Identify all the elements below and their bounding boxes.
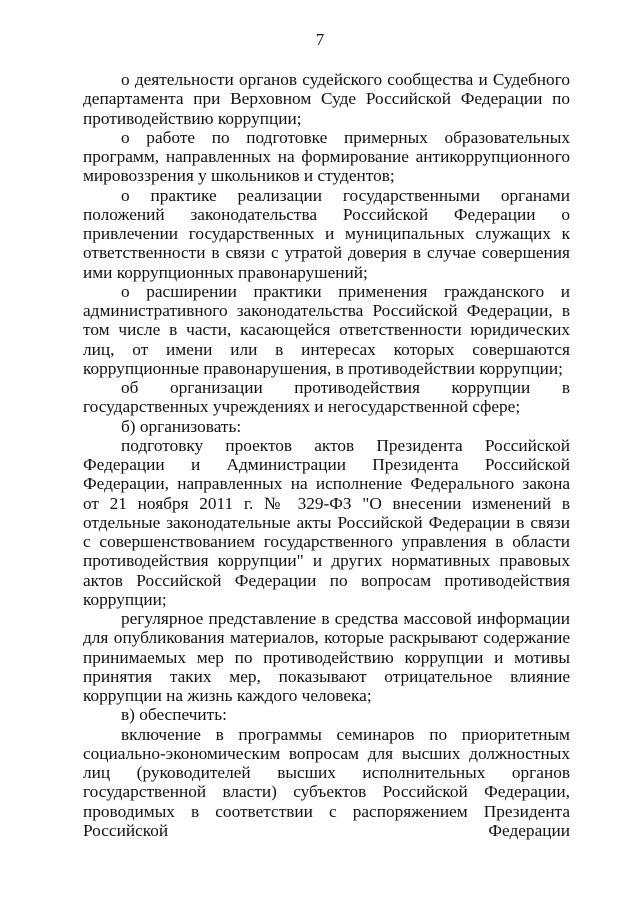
paragraph-draft-acts: подготовку проектов актов Президента Российской Федерации и Администрации Президента Российской Федерации, направленных на исполнение Федерального закона от 21 ноября 2011 г. № 329-ФЗ "О внесении изменений в отдельные законодательные акты Российской Федерации в связи с совершенствованием государственного управления в области противодействия коррупции" и других нормативных правовых актов Российской Федерации по вопросам противодействия коррупции; — [83, 435, 570, 609]
paragraph-heading-organize: б) организовать: — [121, 416, 242, 436]
paragraph-judicial-community: о деятельности органов судейского сообщества и Судебного департамента при Верховном Суде Российской Федерации по противодействию коррупции; — [83, 70, 570, 128]
paragraph-educational-programs: о работе по подготовке примерных образовательных программ, направленных на формирование антикоррупционного мировоззрения у школьников и студентов; — [83, 127, 570, 186]
paragraph-seminar-programs: включение в программы семинаров по приоритетным социально-экономическим вопросам для высших должностных лиц (руководителей высших исполнительных органов государственной власти) субъектов Российской Федерации, проводимых в соответствии с распоряжением Президента Российской Федерации — [83, 724, 570, 840]
paragraph-heading-ensure: в) обеспечить: — [121, 705, 227, 725]
paragraph-loss-of-trust: о практике реализации государственными органами положений законодательства Российской Федерации о привлечении государственных и муниципальных служащих к ответственности в связи с утратой доверия в случае совершения ими коррупционных правонарушений; — [83, 185, 570, 282]
document-body — [83, 70, 570, 840]
paragraph-state-institutions: об организации противодействия коррупции в государственных учреждениях и негосударственной сфере; — [83, 378, 570, 417]
page-number: 7 — [315, 30, 325, 49]
paragraph-civil-administrative-law: о расширении практики применения гражданского и административного законодательства Российской Федерации, в том числе в части, касающейся ответственности юридических лиц, от имени или в интересах которых совершаются коррупционные правонарушения, в противодействии коррупции; — [83, 281, 570, 378]
paragraph-mass-media: регулярное представление в средства массовой информации для опубликования материалов, которые раскрывают содержание принимаемых мер по противодействию коррупции и мотивы принятия таких мер, показывают отрицательное влияние коррупции на жизнь каждого человека; — [83, 609, 570, 705]
